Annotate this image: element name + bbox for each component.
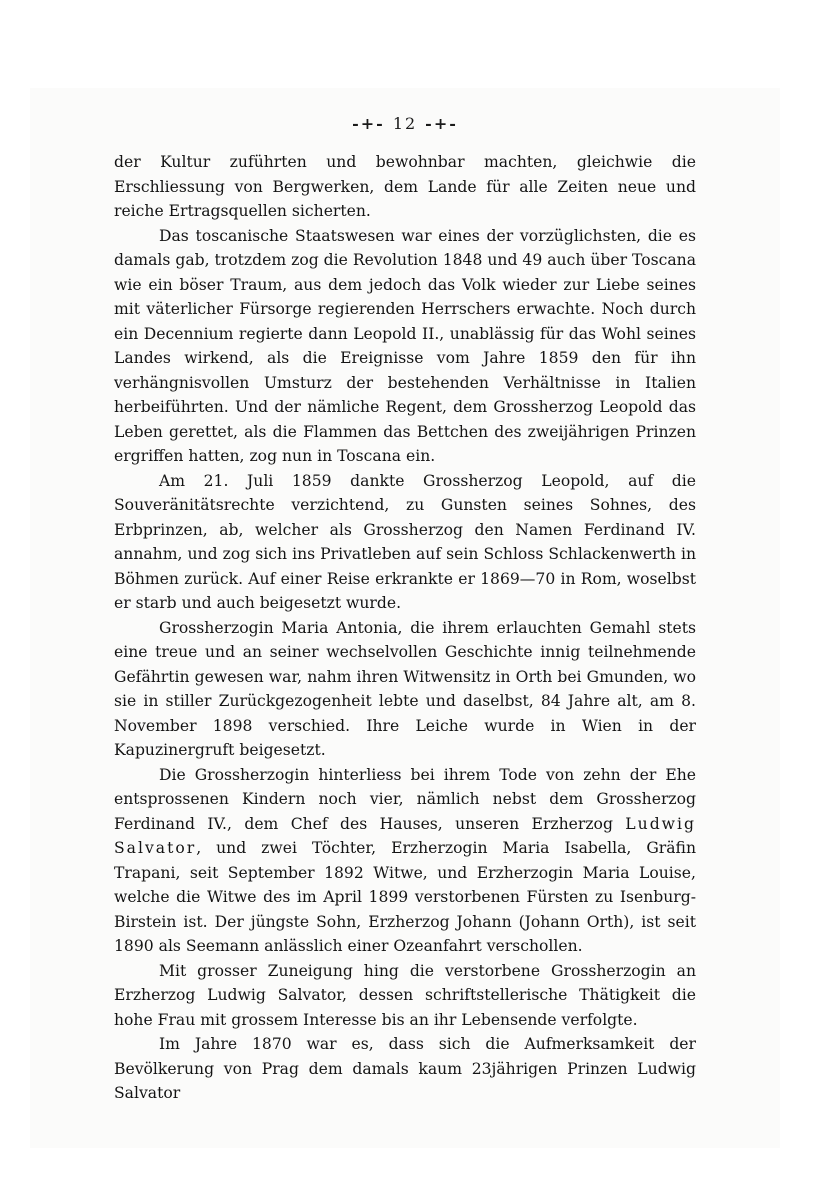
paragraph-2: Das toscanische Staatswesen war eines der vorzüglichsten, die es damals gab, trotzdem zog die Revolution 1848 und 49 auch über Toscana wie ein böser Traum, aus dem jedoch das Volk wieder zur Liebe seines mit väterlicher Fürsorge regierenden Herrschers erwachte. Noch durch ein Decennium regierte dann Leopold II., unablässig für das Wohl seines Landes wirkend, als die Ereignisse vom Jahre 1859 den für ihn verhängnisvollen Umsturz der bestehenden Verhältnisse in Italien herbeiführten. Und der nämliche Regent, dem Grossherzog Leopold das Leben gerettet, als die Flammen das Bettchen des zweijährigen Prinzen ergriffen hatten, zog nun in Toscana ein. xyxy=(114,226,696,465)
ornament-left-icon: -+- xyxy=(352,114,385,133)
paragraph-5-part-2: , und zwei Töchter, Erzherzogin Maria Isabella, Gräfin Trapani, seit September 1892 Witwe, und Erzherzogin Maria Louise, welche die Witwe des im April 1899 verstorbenen Fürsten zu Isenburg-Birstein ist. Der jüngste Sohn, Erzherzog Johann (Johann Orth), ist seit 1890 als Seemann anlässlich einer Ozeanfahrt verschollen. xyxy=(114,839,696,955)
paragraph-6: Mit grosser Zuneigung hing die verstorbene Grossherzogin an Erzherzog Ludwig Salvator, dessen schriftstellerische Thätigkeit die hohe Frau mit grossem Interesse bis an ihr Lebensende verfolgte. xyxy=(114,961,696,1029)
page-number: 12 xyxy=(392,114,418,133)
emphasized-name: Ludwig Salvator xyxy=(114,814,696,857)
paragraph-3: Am 21. Juli 1859 dankte Grossherzog Leopold, auf die Souveränitätsrechte verzichtend, zu Gunsten seines Sohnes, des Erbprinzen, ab, welcher als Grossherzog den Namen Ferdinand IV. annahm, und zog sich ins Privatleben auf sein Schloss Schlackenwerth in Böhmen zurück. Auf einer Reise erkrankte er 1869—70 in Rom, woselbst er starb und auch beigesetzt wurde. xyxy=(114,471,696,612)
paragraph-5 xyxy=(114,763,696,959)
page-header xyxy=(30,114,780,133)
paragraph-4: Grossherzogin Maria Antonia, die ihrem erlauchten Gemahl stets eine treue und an seiner wechselvollen Geschichte innig teilnehmende Gefährtin gewesen war, nahm ihren Witwensitz in Orth bei Gmunden, wo sie in stiller Zurückgezogenheit lebte und daselbst, 84 Jahre alt, am 8. November 1898 verschied. Ihre Leiche wurde in Wien in der Kapuzinergruft beigesetzt. xyxy=(114,618,696,759)
document-page xyxy=(30,88,780,1148)
ornament-right-icon: -+- xyxy=(425,114,458,133)
paragraph-5-part-1: Die Grossherzogin hinterliess bei ihrem Tode von zehn der Ehe entsprossenen Kindern noch vier, nämlich nebst dem Grossherzog Ferdinand IV., dem Chef des Hauses, unseren Erzherzog xyxy=(114,765,696,833)
body-text xyxy=(114,150,696,1106)
paragraph-7: Im Jahre 1870 war es, dass sich die Aufmerksamkeit der Bevölkerung von Prag dem damals kaum 23jährigen Prinzen Ludwig Salvator xyxy=(114,1035,696,1102)
paragraph-1: der Kultur zuführten und bewohnbar machten, gleichwie die Erschliessung von Bergwerken, dem Lande für alle Zeiten neue und reiche Ertragsquellen sicherten. xyxy=(114,153,696,220)
